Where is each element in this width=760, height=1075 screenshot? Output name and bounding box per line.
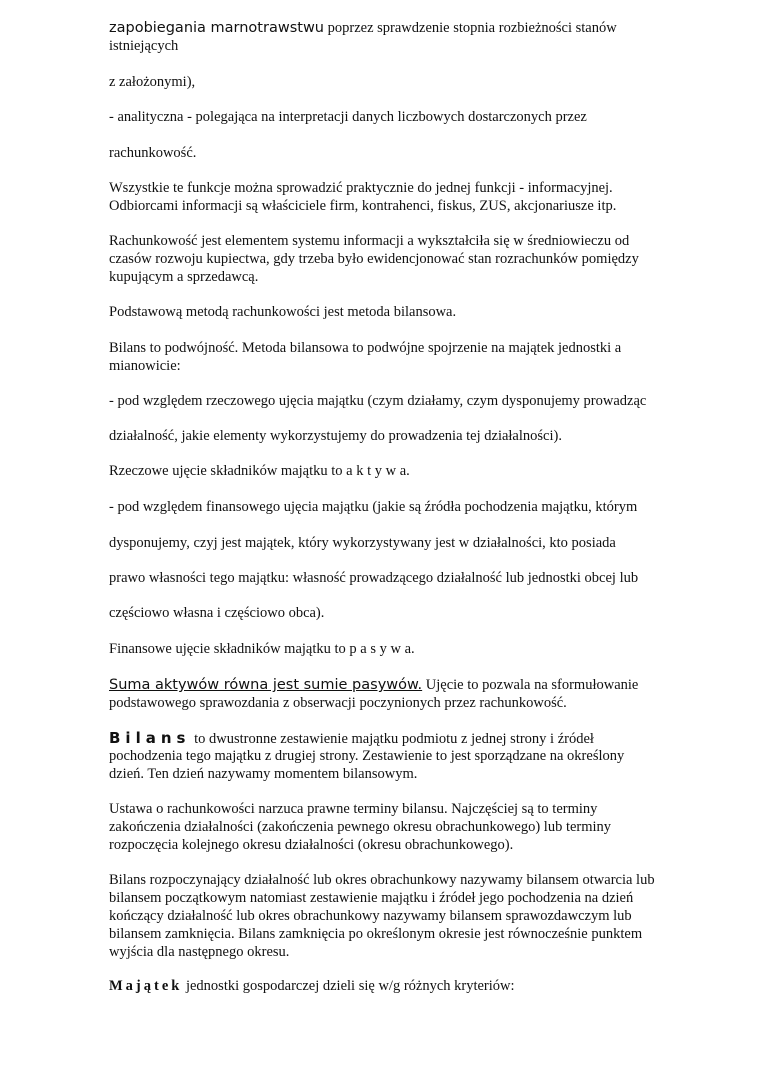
bold-term: Majątek xyxy=(109,978,183,994)
text-run: to dwustronne zestawienie majątku podmiotu z jednej strony i źródeł xyxy=(190,731,594,747)
paragraph-line: Finansowe ujęcie składników majątku to p a s y w a. xyxy=(109,641,415,657)
bold-term: Bilans xyxy=(109,729,191,747)
paragraph-line: Rachunkowość jest elementem systemu informacji a wykształciła się w średniowieczu od xyxy=(109,233,630,249)
paragraph-line xyxy=(109,729,594,748)
paragraph-line: Bilans to podwójność. Metoda bilansowa to podwójne spojrzenie na majątek jednostki a xyxy=(109,340,622,356)
paragraph-line xyxy=(109,676,638,694)
paragraph-line: Wszystkie te funkcje można sprowadzić praktycznie do jednej funkcji - informacyjnej. xyxy=(109,180,613,196)
paragraph-line: bilansem zamknięcia. Bilans zamknięcia po określonym okresie jest równocześnie punktem xyxy=(109,926,643,942)
paragraph-line: dzień. Ten dzień nazywamy momentem bilansowym. xyxy=(109,766,418,782)
paragraph-line: wyjścia dla następnego okresu. xyxy=(109,944,290,960)
paragraph-line: częściowo własna i częściowo obca). xyxy=(109,605,325,621)
paragraph-line: kończący działalność lub okres obrachunkowy nazywamy bilansem sprawozdawczym lub xyxy=(109,908,632,924)
paragraph-line: Rzeczowe ujęcie składników majątku to a k t y w a. xyxy=(109,463,410,479)
text-run: jednostki gospodarczej dzieli się w/g różnych kryteriów: xyxy=(182,978,515,994)
paragraph-line: Ustawa o rachunkowości narzuca prawne terminy bilansu. Najczęściej są to terminy xyxy=(109,801,598,817)
paragraph-line: kupującym a sprzedawcą. xyxy=(109,269,259,285)
paragraph-line: z założonymi), xyxy=(109,74,196,90)
paragraph-line: działalność, jakie elementy wykorzystujemy do prowadzenia tej działalności). xyxy=(109,428,562,444)
paragraph-line xyxy=(109,19,617,37)
paragraph-line: rozpoczęcia kolejnego okresu działalności (okresu obrachunkowego). xyxy=(109,837,514,853)
text-run: poprzez sprawdzenie stopnia rozbieżności stanów xyxy=(324,20,617,36)
emphasis-text: zapobiegania marnotrawstwu xyxy=(109,20,324,36)
paragraph-line: - pod względem rzeczowego ujęcia majątku (czym działamy, czym dysponujemy prowadząc xyxy=(109,393,647,409)
paragraph-line: - analityczna - polegająca na interpretacji danych liczbowych dostarczonych przez xyxy=(109,109,587,125)
paragraph-line: mianowicie: xyxy=(109,358,181,374)
paragraph-line: istniejących xyxy=(109,38,179,54)
paragraph-line: bilansem początkowym natomiast zestawienie majątku i źródeł jego pochodzenia na dzień xyxy=(109,890,634,906)
paragraph-line: - pod względem finansowego ujęcia majątku (jakie są źródła pochodzenia majątku, którym xyxy=(109,499,638,515)
paragraph-line: pochodzenia tego majątku z drugiej strony. Zestawienie to jest sporządzane na określony xyxy=(109,748,625,764)
paragraph-line: rachunkowość. xyxy=(109,145,197,161)
underlined-statement: Suma aktywów równa jest sumie pasywów. xyxy=(109,677,423,693)
paragraph-line xyxy=(109,977,515,995)
paragraph-line: dysponujemy, czyj jest majątek, który wykorzystywany jest w działalności, kto posiada xyxy=(109,535,616,551)
paragraph-line: zakończenia działalności (zakończenia pewnego okresu obrachunkowego) lub terminy xyxy=(109,819,612,835)
paragraph-line: czasów rozwoju kupiectwa, gdy trzeba było ewidencjonować stan rozrachunków pomiędzy xyxy=(109,251,639,267)
paragraph-line: Bilans rozpoczynający działalność lub okres obrachunkowy nazywamy bilansem otwarcia lub xyxy=(109,872,655,888)
paragraph-line: podstawowego sprawozdania z obserwacji poczynionych przez rachunkowość. xyxy=(109,695,567,711)
paragraph-line: Podstawową metodą rachunkowości jest metoda bilansowa. xyxy=(109,304,457,320)
paragraph-line: prawo własności tego majątku: własność prowadzącego działalność lub jednostki obcej lub xyxy=(109,570,639,586)
paragraph-line: Odbiorcami informacji są właściciele firm, kontrahenci, fiskus, ZUS, akcjonariusze itp. xyxy=(109,198,617,214)
text-run: Ujęcie to pozwala na sformułowanie xyxy=(422,677,639,693)
